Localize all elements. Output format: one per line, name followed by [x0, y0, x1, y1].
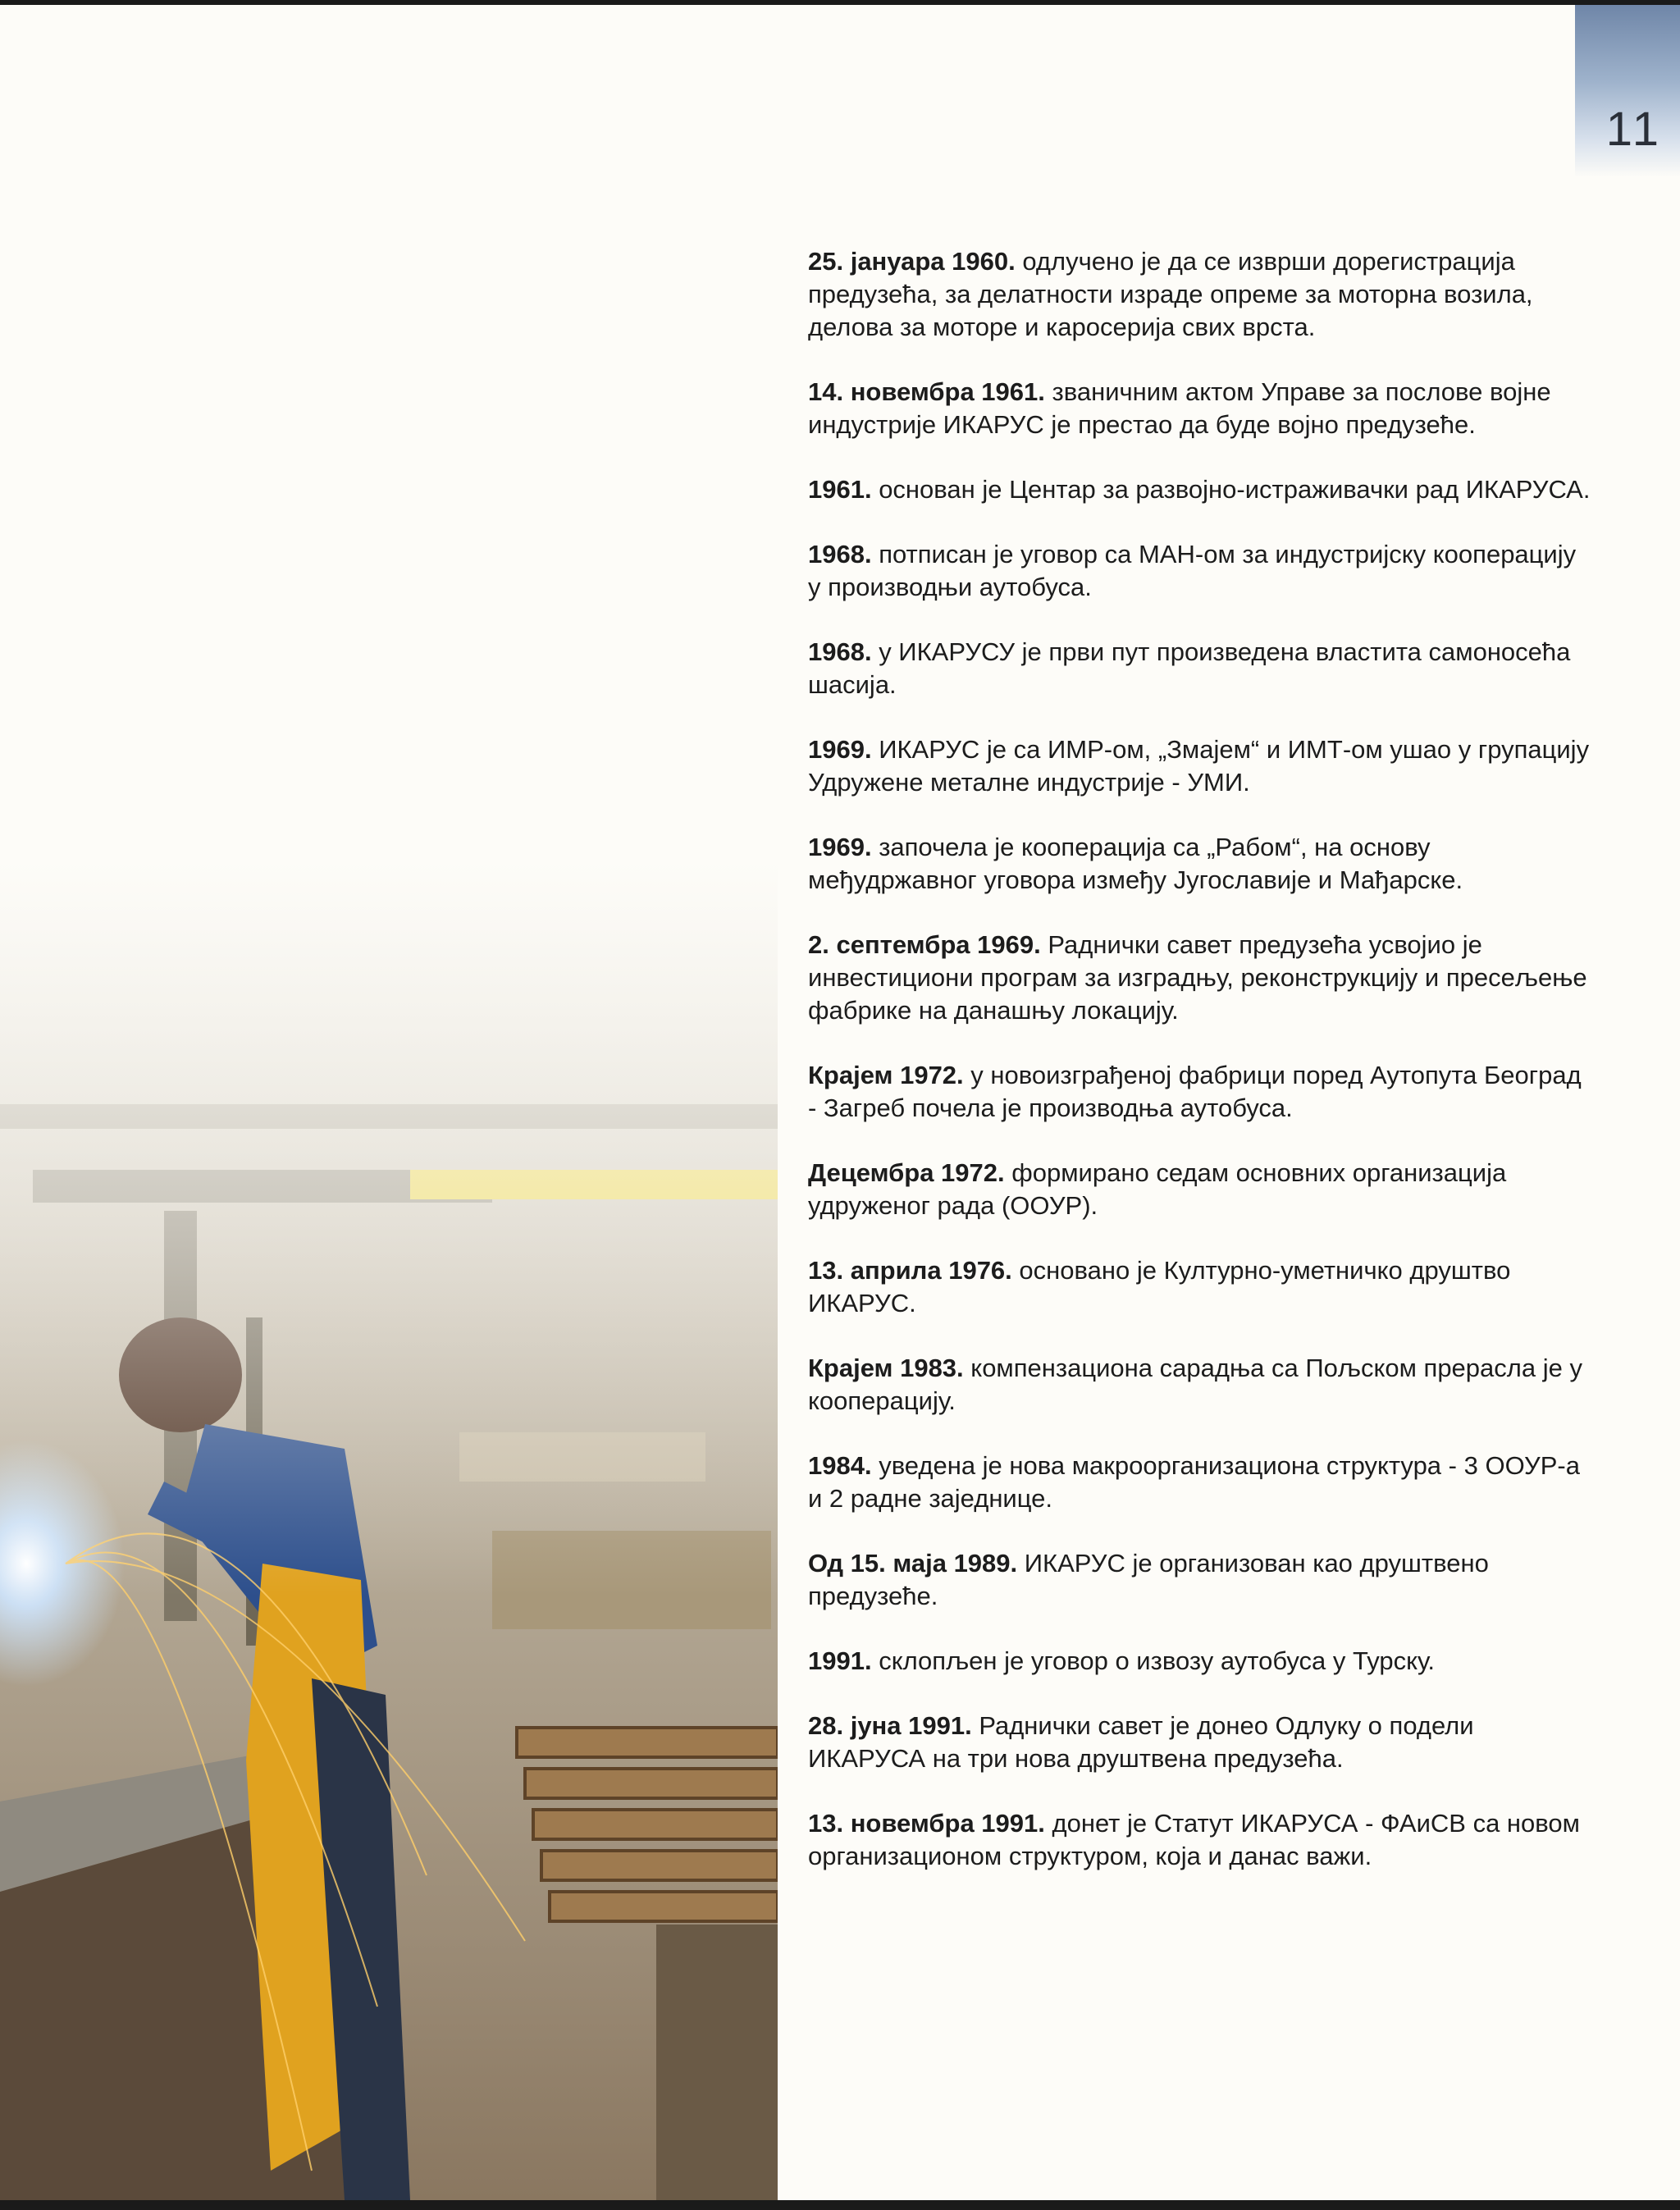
timeline-entry [808, 1352, 1596, 1418]
timeline-entry [808, 376, 1596, 441]
entry-text: ИКАРУС је организован као друштвено предузеће. [808, 1549, 1489, 1610]
timeline-entry [808, 733, 1596, 799]
entry-text: Раднички савет је донео Одлуку о подели ИКАРУСА на три нова друштвена предузећа. [808, 1711, 1474, 1773]
entry-date: 13. априла 1976. [808, 1256, 1012, 1285]
scan-bottom-edge [0, 2200, 1680, 2210]
company-timeline [808, 245, 1596, 1905]
timeline-entry [808, 538, 1596, 604]
timeline-entry [808, 1059, 1596, 1125]
timeline-entry [808, 929, 1596, 1027]
entry-text: започела је кооперација са „Рабом“, на основу међудржавног уговора између Југославије и Мађарске. [808, 833, 1463, 894]
entry-date: 14. новембра 1961. [808, 377, 1045, 406]
entry-text: основано је Културно-уметничко друштво ИКАРУС. [808, 1256, 1511, 1317]
entry-text: уведена је нова макроорганизациона структура - 3 ООУР-а и 2 радне заједнице. [808, 1451, 1580, 1513]
entry-date: 1969. [808, 833, 872, 861]
entry-text: склопљен је уговор о извозу аутобуса у Турску. [871, 1646, 1436, 1675]
entry-text: основан је Центар за развојно-истраживачки рад ИКАРУСА. [871, 475, 1591, 504]
timeline-entry [808, 1645, 1596, 1678]
entry-text: званичним актом Управе за послове војне индустрије ИКАРУС је престао да буде војно предузеће. [808, 377, 1551, 439]
timeline-entry [808, 473, 1596, 506]
timeline-entry [808, 636, 1596, 701]
entry-date: 1968. [808, 637, 872, 666]
entry-text: Раднички савет предузећа усвојио је инвестициони програм за изградњу, реконструкцију и пресељење фабрике на данашњу локацију. [808, 930, 1587, 1025]
welder-factory-photo [0, 858, 778, 2200]
entry-date: 1968. [808, 540, 872, 568]
welder-factory-illustration [0, 858, 778, 2200]
timeline-entry [808, 1157, 1596, 1222]
timeline-entry [808, 1547, 1596, 1613]
entry-date: 1984. [808, 1451, 872, 1480]
entry-text: потписан је уговор са МАН-ом за индустријску кооперацију у производњи аутобуса. [808, 540, 1577, 601]
entry-text: формирано седам основних организација удруженог рада (ООУР). [808, 1158, 1507, 1220]
entry-date: Крајем 1983. [808, 1354, 964, 1382]
entry-date: 1961. [808, 475, 872, 504]
entry-date: 2. септембра 1969. [808, 930, 1041, 959]
page-number: 11 [1605, 103, 1662, 156]
entry-date: Крајем 1972. [808, 1061, 964, 1089]
timeline-entry [808, 1254, 1596, 1320]
timeline-entry [808, 1710, 1596, 1775]
document-page [0, 5, 1680, 2200]
timeline-entry [808, 1807, 1596, 1873]
entry-date: 1991. [808, 1646, 872, 1675]
entry-text: одлучено је да се изврши дорегистрација предузећа, за делатности израде опреме за моторна возила, делова за моторе и каросерија свих врста. [808, 247, 1533, 341]
entry-text: компензациона сарадња са Пољском прерасла је у кооперацију. [808, 1354, 1582, 1415]
entry-date: 13. новембра 1991. [808, 1809, 1045, 1838]
entry-date: 25. јануара 1960. [808, 247, 1016, 276]
timeline-entry [808, 831, 1596, 897]
timeline-entry [808, 1450, 1596, 1515]
entry-text: у ИКАРУСУ је први пут произведена властита самоносећа шасија. [808, 637, 1571, 699]
entry-date: 1969. [808, 735, 872, 764]
entry-date: 28. јуна 1991. [808, 1711, 972, 1740]
entry-text: донет је Статут ИКАРУСА - ФАиСВ са новом организационом структуром, која и данас важи. [808, 1809, 1580, 1870]
entry-date: Децембра 1972. [808, 1158, 1005, 1187]
timeline-entry [808, 245, 1596, 344]
entry-date: Од 15. маја 1989. [808, 1549, 1018, 1578]
entry-text: ИКАРУС је са ИМР-ом, „Змајем“ и ИМТ-ом ушао у групацију Удружене металне индустрије - УМИ. [808, 735, 1590, 797]
entry-text: у новоизграђеној фабрици поред Аутопута Београд - Загреб почела је производња аутобуса. [808, 1061, 1582, 1122]
